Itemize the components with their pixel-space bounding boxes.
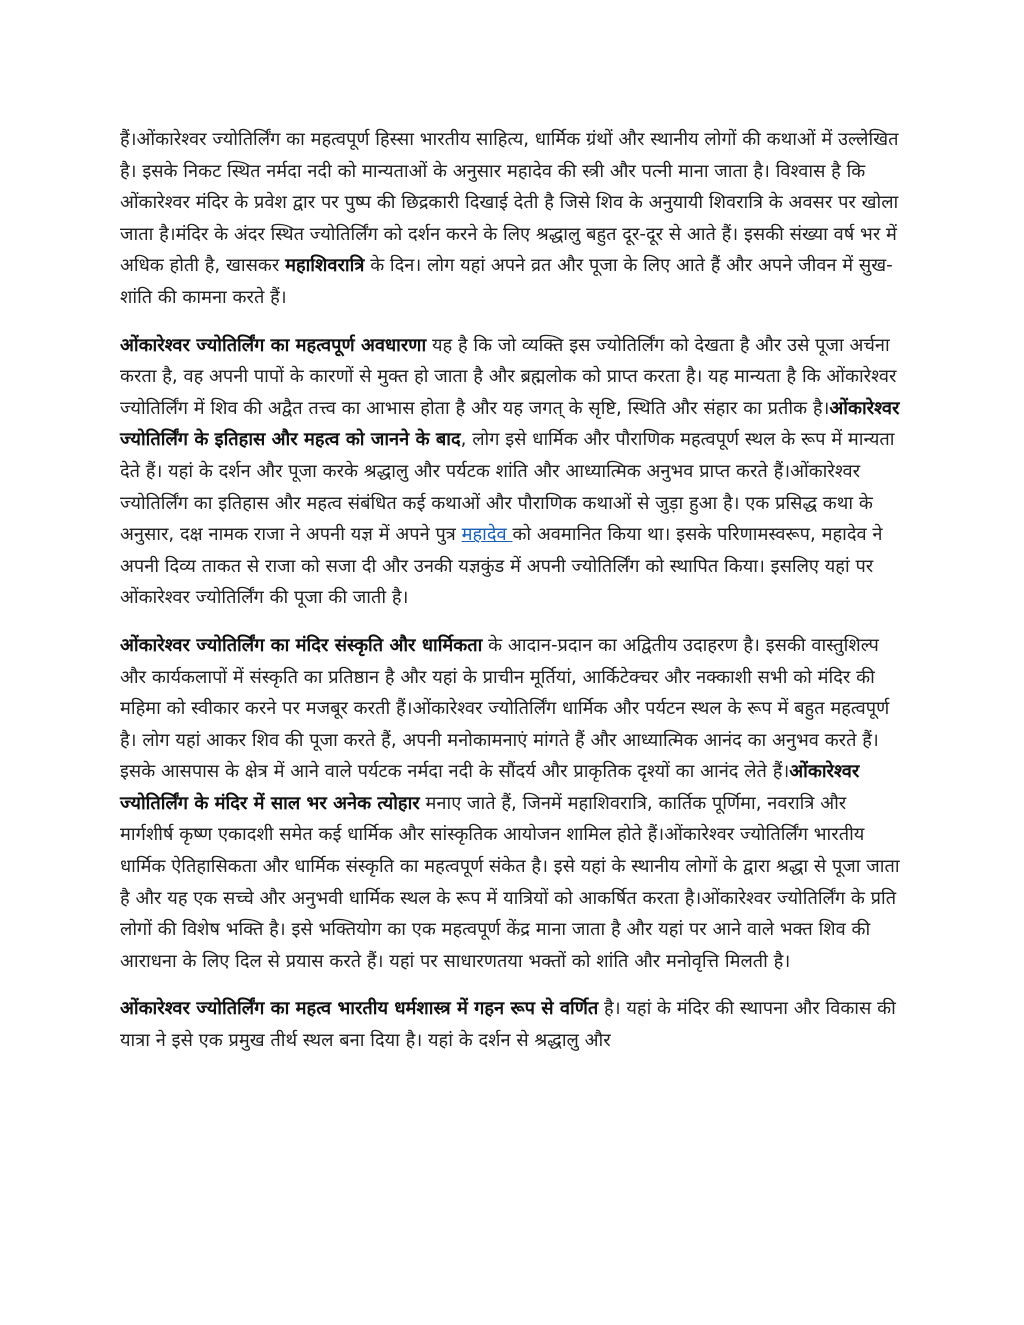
paragraph-1 (120, 124, 904, 314)
paragraph-text: के आदान-प्रदान का अद्वितीय उदाहरण है। इसकी वास्तुशिल्प और कार्यकलापों में संस्कृति का प्रतिष्ठान है और यहां के प्राचीन मूर्तियां, आर्किटेक्चर और नक्काशी सभी को मंदिर की महिमा को स्वीकार करने पर मजबूर करती हैं।ओंकारेश्वर ज्योतिर्लिंग धार्मिक और पर्यटन स्थल के रूप में बहुत महत्वपूर्ण है। लोग यहां आकर शिव की पूजा करते हैं, अपनी मनोकामनाएं मांगते हैं और आध्यात्मिक आनंद का अनुभव करते हैं। इसके आसपास के क्षेत्र में आने वाले पर्यटक नर्मदा नदी के सौंदर्य और प्राकृतिक दृश्यों का आनंद लेते हैं। (120, 634, 890, 783)
bold-phrase-festivals: ओंकारेश्वर ज्योतिर्लिंग के मंदिर में साल भर अनेक त्योहार (120, 761, 860, 814)
paragraph-text: मनाए जाते हैं, जिनमें महाशिवरात्रि, कार्तिक पूर्णिमा, नवरात्रि और मार्गशीर्ष कृष्ण एकादशी समेत कई धार्मिक और सांस्कृतिक आयोजन शामिल होते हैं।ओंकारेश्वर ज्योतिर्लिंग भारतीय धार्मिक ऐतिहासिकता और धार्मिक संस्कृति का महत्वपूर्ण संकेत है। इसे यहां के स्थानीय लोगों के द्वारा श्रद्धा से पूजा जाता है और यह एक सच्चे और अनुभवी धार्मिक स्थल के रूप में यात्रियों को आकर्षित करता है।ओंकारेश्वर ज्योतिर्लिंग के प्रति लोगों की विशेष भक्ति है। इसे भक्तियोग का एक महत्वपूर्ण केंद्र माना जाता है और यहां पर आने वाले भक्त शिव की आराधना के लिए दिल से प्रयास करते हैं। यहां पर साधारणतया भक्तों को शांति और मनोवृत्ति मिलती है। (120, 792, 900, 972)
bold-phrase-history: ओंकारेश्वर ज्योतिर्लिंग के इतिहास और महत्व को जानने के बाद (120, 397, 900, 451)
paragraph-text: है। यहां के मंदिर की स्थापना और विकास की यात्रा ने इसे एक प्रमुख तीर्थ स्थल बना दिया है। यहां के दर्शन से श्रद्धालु और (120, 998, 896, 1052)
paragraph-text: के दिन। लोग यहां अपने व्रत और पूजा के लिए आते हैं और अपने जीवन में सुख-शांति की कामना करते हैं। (120, 255, 893, 308)
paragraph-text: को अवमानित किया था। इसके परिणामस्वरूप, महादेव ने अपनी दिव्य ताकत से राजा को सजा दी और उनकी यज्ञकुंड में अपनी ज्योतिर्लिंग को स्थापित किया। इसलिए यहां पर ओंकारेश्वर ज्योतिर्लिंग की पूजा की जाती है। (120, 524, 883, 609)
bold-phrase-concept: ओंकारेश्वर ज्योतिर्लिंग का महत्वपूर्ण अवधारणा (120, 334, 427, 356)
bold-phrase-scripture: ओंकारेश्वर ज्योतिर्लिंग का महत्व भारतीय धर्मशास्त्र में गहन रूप से वर्णित (120, 998, 599, 1020)
paragraph-text: हैं।ओंकारेश्वर ज्योतिर्लिंग का महत्वपूर्ण हिस्सा भारतीय साहित्य, धार्मिक ग्रंथों और स्थानीय लोगों की कथाओं में उल्लेखित है। इसके निकट स्थित नर्मदा नदी को मान्यताओं के अनुसार महादेव की स्त्री और पत्नी माना जाता है। विश्वास है कि ओंकारेश्वर मंदिर के प्रवेश द्वार पर पुष्प की छिद्रकारी दिखाई देती है जिसे शिव के अनुयायी शिवरात्रि के अवसर पर खोला जाता है।मंदिर के अंदर स्थित ज्योतिर्लिंग को दर्शन करने के लिए श्रद्धालु बहुत दूर-दूर से आते हैं। इसकी संख्या वर्ष भर में अधिक होती है, खासकर (120, 129, 899, 277)
paragraph-2 (120, 330, 904, 614)
paragraph-text: , लोग इसे धार्मिक और पौराणिक महत्वपूर्ण स्थल के रूप में मान्यता देते हैं। यहां के दर्शन और पूजा करके श्रद्धालु और पर्यटक शांति और आध्यात्मिक अनुभव प्राप्त करते हैं।ओंकारेश्वर ज्योतिर्लिंग का इतिहास और महत्व संबंधित कई कथाओं और पौराणिक कथाओं से जुड़ा हुआ है। एक प्रसिद्ध कथा के अनुसार, दक्ष नामक राजा ने अपनी यज्ञ में अपने पुत्र (120, 429, 895, 546)
mahadev-link[interactable]: महादेव (461, 524, 513, 546)
bold-phrase-mahashivratri: महाशिवरात्रि (285, 255, 365, 277)
paragraph-text: यह है कि जो व्यक्ति इस ज्योतिर्लिंग को देखता है और उसे पूजा अर्चना करता है, वह अपनी पापों के कारणों से मुक्त हो जाता है और ब्रह्मलोक को प्राप्त करता है। यह मान्यता है कि ओंकारेश्वर ज्योतिर्लिंग में शिव की अद्वैत तत्त्व का आभास होता है और यह जगत् के सृष्टि, स्थिति और संहार का प्रतीक है। (120, 334, 897, 419)
paragraph-4 (120, 993, 904, 1056)
paragraph-3 (120, 630, 904, 978)
bold-phrase-culture: ओंकारेश्वर ज्योतिर्लिंग का मंदिर संस्कृति और धार्मिकता (120, 634, 483, 656)
